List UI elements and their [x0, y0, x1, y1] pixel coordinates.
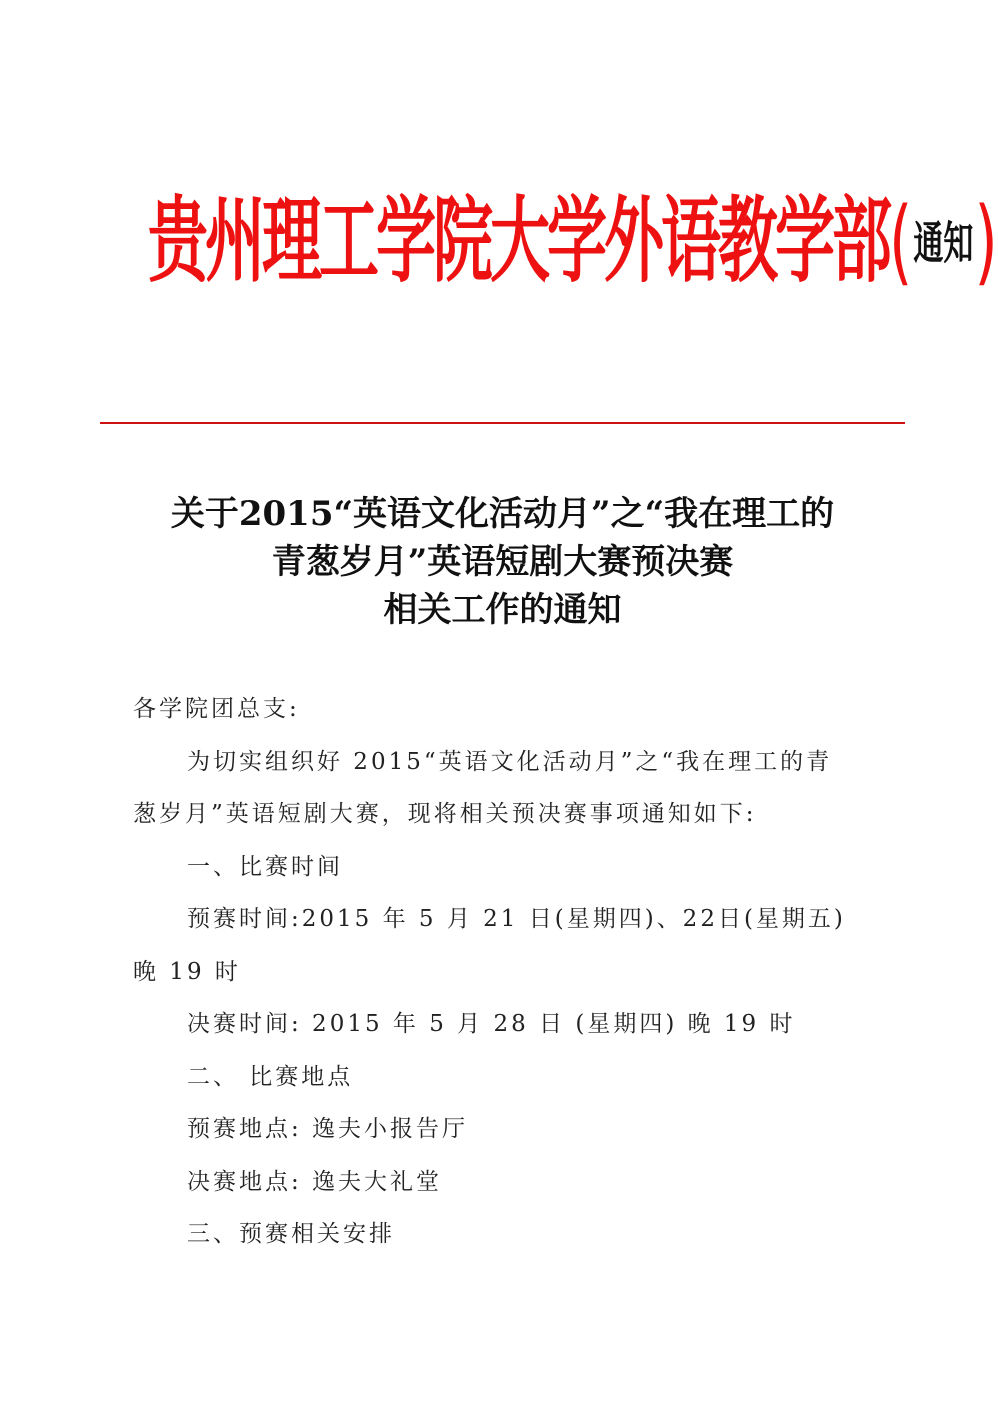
section-heading-prelim-arrangements: 三、预赛相关安排 [187, 1221, 395, 1247]
title-line-1: 关于2015“英语文化活动月”之“我在理工的 [170, 494, 835, 534]
document-body [133, 683, 873, 1261]
masthead [148, 172, 998, 312]
prelim-time-line-2: 晚 19 时 [133, 958, 241, 985]
intro-paragraph-line-2: 葱岁月”英语短剧大赛，现将相关预决赛事项通知如下: [133, 801, 757, 827]
final-time: 决赛时间: 2015 年 5 月 28 日 (星期四) 晚 19 时 [187, 1011, 796, 1037]
prelim-venue: 预赛地点: 逸夫小报告厅 [187, 1116, 469, 1142]
intro-paragraph-line-1: 为切实组织好 2015“英语文化活动月”之“我在理工的青 [187, 748, 833, 775]
final-venue: 决赛地点: 逸夫大礼堂 [187, 1168, 443, 1195]
masthead-paren-open: ( [889, 187, 913, 297]
header-divider [100, 422, 905, 424]
salutation: 各学院团总支: [133, 696, 300, 722]
masthead-paren-close: ) [974, 187, 998, 297]
document-title [100, 490, 905, 634]
masthead-org-name: 贵州理工学院大学外语教学部 [148, 187, 889, 297]
section-heading-venue: 二、 比赛地点 [187, 1063, 354, 1090]
section-heading-time: 一、比赛时间 [187, 853, 343, 880]
prelim-time-line-1: 预赛时间:2015 年 5 月 21 日(星期四)、22日(星期五) [187, 906, 846, 932]
title-line-3: 相关工作的通知 [383, 590, 622, 630]
masthead-notice-word: 通知 [913, 218, 974, 271]
title-line-2: 青葱岁月”英语短剧大赛预决赛 [271, 542, 734, 582]
